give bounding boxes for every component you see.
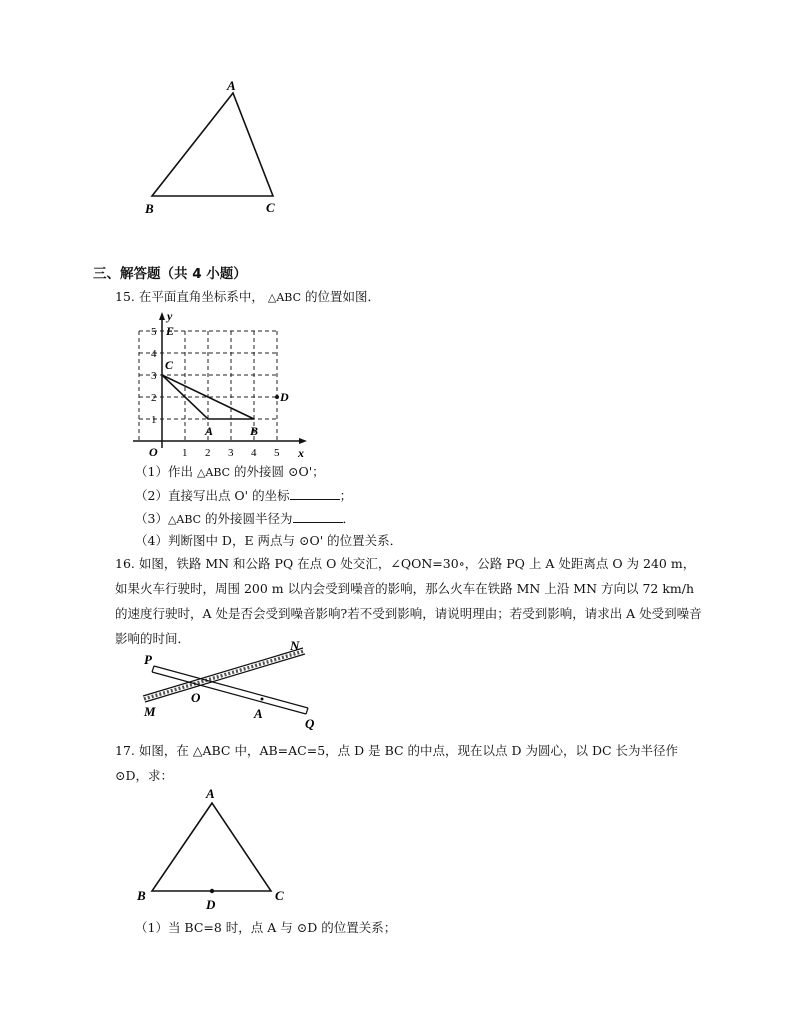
x-tick-3: 3 bbox=[228, 447, 234, 459]
x-tick-2: 2 bbox=[205, 447, 211, 459]
label-a: A bbox=[227, 78, 236, 93]
q15-stem-text: 在平面直角坐标系中， bbox=[138, 289, 264, 304]
road-pq-end bbox=[306, 708, 308, 714]
q17-triangle bbox=[152, 803, 271, 891]
y-axis-arrow bbox=[159, 312, 165, 320]
label-b: B bbox=[145, 201, 154, 216]
point-e-label: E bbox=[166, 324, 175, 338]
label-a-17: A bbox=[206, 786, 215, 801]
point-d-midpoint bbox=[210, 889, 214, 893]
label-c: C bbox=[266, 200, 275, 215]
x-axis-arrow bbox=[299, 438, 307, 444]
q15-stem-end: 的位置如图． bbox=[300, 289, 380, 304]
label-d-17: D bbox=[206, 897, 216, 912]
x-tick-4: 4 bbox=[251, 447, 257, 459]
q15-sub3 bbox=[135, 510, 355, 528]
q16-text: 如图，铁路 MN 和公路 PQ 在点 O 处交汇，∠QON=30∘，公路 PQ 上 A 处距离点 O 为 240 m，如果火车行驶时，周围 200 m 以内会受到噪音的影响，那么火车在铁路 MN 上沿 MN 方向以 72 km/h 的速度行驶时，A 处是否会受到噪音影响?若不受到影响，请说明理由；若受到影响，请求出 A 处受到噪音影响的时间． bbox=[115, 556, 702, 646]
q15-sub1 bbox=[135, 464, 325, 481]
point-a-label: A bbox=[205, 424, 214, 438]
label-a-road: A bbox=[254, 706, 263, 721]
q15-sub1-tri: △ABC bbox=[196, 466, 231, 479]
q15-sub2-post: ； bbox=[339, 488, 353, 503]
q17-text: 如图，在 △ABC 中，AB=AC=5，点 D 是 BC 的中点，现在以点 D 为圆心，以 DC 长为半径作 ⊙D，求： bbox=[115, 743, 679, 783]
q15-sub1-pre: （1）作出 bbox=[135, 464, 197, 479]
label-c-17: C bbox=[275, 888, 284, 903]
triangle-abc-figure bbox=[140, 78, 290, 218]
q15-sub3-blank bbox=[293, 510, 343, 523]
q15-sub4-text: （4）判断图中 D，E 两点与 ⊙O' 的位置关系． bbox=[135, 533, 403, 548]
q16-figure bbox=[138, 636, 328, 732]
q15-sub3-tri: △ABC bbox=[167, 513, 202, 526]
q15-sub2 bbox=[135, 487, 352, 504]
q17-paragraph bbox=[115, 738, 707, 788]
point-a-marker bbox=[261, 698, 264, 701]
road-pq-start bbox=[152, 666, 154, 672]
point-b-label: B bbox=[250, 424, 259, 438]
q15-sub3-pre: （3） bbox=[135, 511, 168, 526]
point-c-label: C bbox=[165, 358, 174, 372]
railway-mn-line2 bbox=[145, 654, 305, 702]
y-tick-3: 3 bbox=[151, 370, 157, 382]
point-d-label: D bbox=[280, 390, 289, 404]
q15-sub4 bbox=[135, 533, 402, 549]
x-tick-1: 1 bbox=[182, 447, 188, 459]
label-q: Q bbox=[305, 716, 315, 731]
q17-sub1: （1）当 BC=8 时，点 A 与 ⊙D 的位置关系； bbox=[135, 920, 397, 935]
y-axis-label: y bbox=[167, 309, 173, 323]
label-m: M bbox=[144, 704, 156, 719]
q15-sub3-post: 的外接圆半径为 bbox=[201, 511, 293, 526]
x-tick-5: 5 bbox=[274, 447, 280, 459]
label-p: P bbox=[144, 652, 152, 667]
q15-triangle-name: △ABC bbox=[267, 291, 301, 304]
y-tick-5: 5 bbox=[151, 326, 157, 338]
road-pq-line1 bbox=[154, 666, 308, 708]
railway-mn-line1 bbox=[143, 648, 303, 696]
q16-number: 16. bbox=[115, 556, 135, 571]
y-tick-1: 1 bbox=[151, 414, 157, 426]
q17-figure bbox=[132, 784, 302, 914]
triangle-abc-shape bbox=[152, 93, 273, 196]
y-tick-4: 4 bbox=[151, 348, 157, 360]
q15-stem bbox=[115, 289, 380, 306]
q15-sub2-pre: （2）直接写出点 O' 的坐标 bbox=[135, 488, 290, 503]
origin-label: O bbox=[149, 445, 158, 459]
y-tick-2: 2 bbox=[151, 392, 157, 404]
label-b-17: B bbox=[137, 888, 146, 903]
q15-sub3-end: ． bbox=[342, 511, 356, 526]
point-d-dot bbox=[275, 395, 279, 399]
section-heading: 三、解答题（共 4 小题） bbox=[93, 266, 247, 282]
q15-number: 15. bbox=[115, 289, 135, 304]
x-axis-label: x bbox=[298, 446, 304, 460]
q15-coordinate-grid bbox=[125, 308, 315, 460]
q17-number: 17. bbox=[115, 743, 135, 758]
label-o: O bbox=[191, 690, 201, 705]
q15-sub2-blank bbox=[290, 487, 340, 500]
label-n: N bbox=[290, 638, 300, 653]
q15-sub1-post: 的外接圆 ⊙O'； bbox=[230, 464, 325, 479]
